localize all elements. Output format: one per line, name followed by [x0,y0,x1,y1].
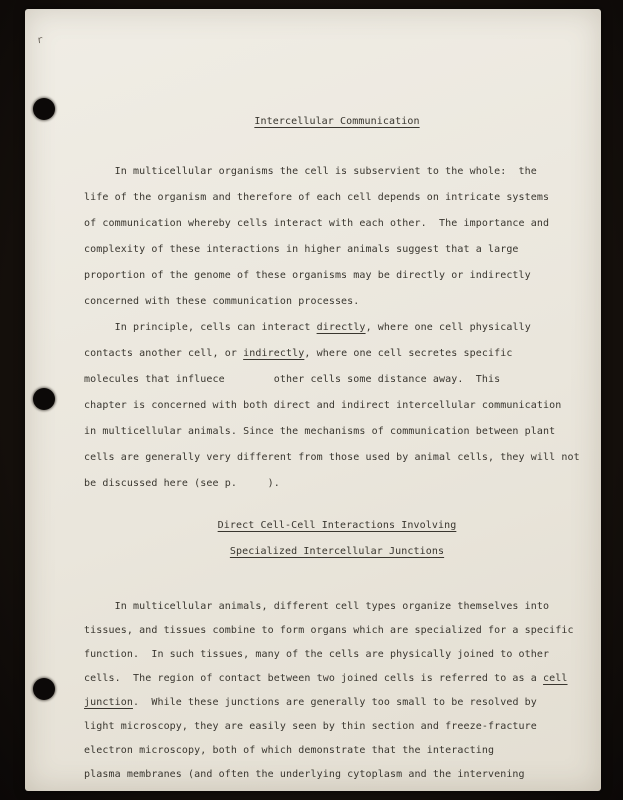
text-line [84,315,590,341]
underlined-text: junction [84,697,133,708]
text-line [84,539,590,565]
text-line [84,185,590,211]
text-segment: , where one cell secretes specific [304,348,513,359]
text-line [84,513,590,539]
text-segment: cells. The region of contact between two joined cells is referred to as a [84,673,544,684]
text-line [84,691,590,715]
text-line [84,211,590,237]
text-line [84,619,590,643]
text-line [84,643,590,667]
text-line [84,289,590,315]
underlined-text: Specialized Intercellular Junctions [229,546,445,557]
text-line [84,393,590,419]
text-segment: contacts another cell, or [84,348,244,359]
text-segment: in multicellular animals. Since the mechanisms of communication between plant [84,426,556,437]
text-segment: proportion of the genome of these organisms may be directly or indirectly [84,270,531,281]
text-segment: be discussed here (see p. ). [84,478,280,489]
paragraph [84,159,590,315]
underlined-text: directly [316,322,366,333]
text-segment: cells are generally very different from those used by animal cells, they will not [84,452,580,463]
text-line [84,471,590,497]
text-line [84,237,590,263]
text-segment: of communication whereby cells interact with each other. The importance and [84,218,550,229]
text-line [84,715,590,739]
text-line [84,739,590,763]
text-segment: In principle, cells can interact [84,322,317,333]
section-heading [84,513,590,565]
paragraph [84,595,590,787]
document-content [84,9,590,787]
text-line [84,763,590,787]
text-segment: chapter is concerned with both direct and indirect intercellular communication [84,400,562,411]
document-page [25,9,601,791]
text-segment: function. In such tissues, many of the cells are physically joined to other [84,649,550,660]
text-segment: In multicellular animals, different cell types organize themselves into [84,601,550,612]
paragraph [84,315,590,497]
text-segment: concerned with these communication processes. [84,296,360,307]
text-segment: electron microscopy, both of which demonstrate that the interacting [84,745,495,756]
text-segment: light microscopy, they are easily seen by thin section and freeze-fracture [84,721,537,732]
text-line [84,159,590,185]
hole-punch-top [33,98,55,120]
text-segment: tissues, and tissues combine to form organs which are specialized for a specific [84,625,574,636]
text-segment: life of the organism and therefore of each cell depends on intricate systems [84,192,550,203]
underlined-text: cell [543,673,568,684]
text-segment: In multicellular organisms the cell is subservient to the whole: the [84,166,537,177]
pen-mark: r [36,34,44,47]
text-segment: . While these junctions are generally too small to be resolved by [132,697,537,708]
hole-punch-middle [33,388,55,410]
text-line [84,263,590,289]
text-line [84,367,590,393]
text-line [84,109,590,135]
title [84,109,590,135]
text-segment: , where one cell physically [365,322,531,333]
text-segment: complexity of these interactions in higher animals suggest that a large [84,244,519,255]
underlined-text: indirectly [243,348,305,359]
text-line [84,419,590,445]
text-line [84,667,590,691]
text-line [84,595,590,619]
text-line [84,445,590,471]
underlined-text: Direct Cell-Cell Interactions Involving [217,520,457,531]
hole-punch-bottom [33,678,55,700]
text-segment: molecules that influece other cells some distance away. This [84,374,501,385]
underlined-text: Intercellular Communication [254,116,420,127]
text-segment: plasma membranes (and often the underlying cytoplasm and the intervening [84,769,525,780]
text-line [84,341,590,367]
